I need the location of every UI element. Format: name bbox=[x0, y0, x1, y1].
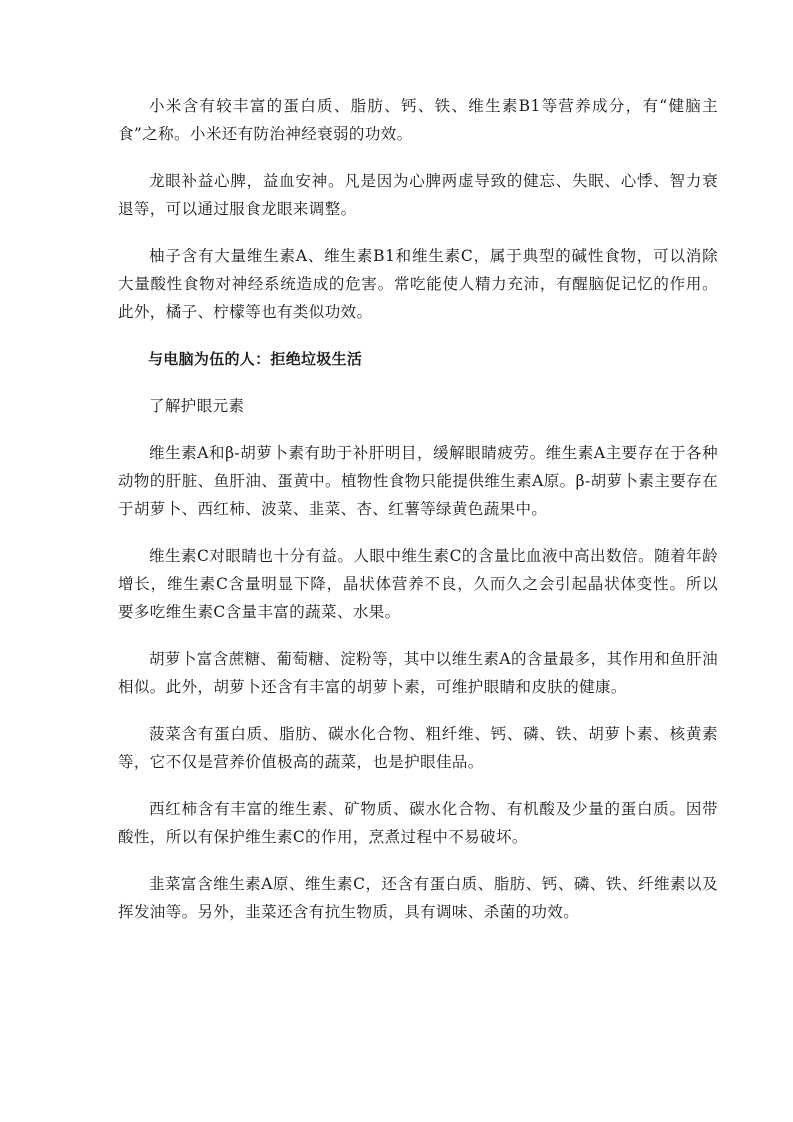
paragraph-vitamin-a: 维生素A和β-胡萝卜素有助于补肝明目，缓解眼睛疲劳。维生素A主要存在于各种动物的肝脏、鱼肝油、蛋黄中。植物性食物只能提供维生素A原。β-胡萝卜素主要存在于胡萝卜、西红柿、波菜、韭菜、杏、红薯等绿黄色蔬果中。 bbox=[118, 444, 718, 518]
document-body bbox=[118, 92, 718, 945]
paragraph-carrot: 胡萝卜富含蔗糖、葡萄糖、淀粉等，其中以维生素A的含量最多，其作用和鱼肝油相似。此外，胡萝卜还含有丰富的胡萝卜素，可维护眼睛和皮肤的健康。 bbox=[118, 650, 718, 696]
paragraph-vitamin-c: 维生素C对眼睛也十分有益。人眼中维生素C的含量比血液中高出数倍。随着年龄增长，维生素C含量明显下降，晶状体营养不良，久而久之会引起晶状体变性。所以要多吃维生素C含量丰富的蔬菜、水果。 bbox=[118, 547, 718, 621]
paragraph-millet: 小米含有较丰富的蛋白质、脂肪、钙、铁、维生素B1等营养成分，有“健脑主食”之称。小米还有防治神经衰弱的功效。 bbox=[118, 97, 718, 143]
section-heading: 与电脑为伍的人：拒绝垃圾生活 bbox=[148, 350, 363, 368]
paragraph-pomelo: 柚子含有大量维生素A、维生素B1和维生素C，属于典型的碱性食物，可以消除大量酸性食物对神经系统造成的危害。常吃能使人精力充沛，有醒脑促记忆的作用。此外，橘子、柠檬等也有类似功效。 bbox=[118, 247, 718, 321]
paragraph-spinach: 菠菜含有蛋白质、脂肪、碳水化合物、粗纤维、钙、磷、铁、胡萝卜素、核黄素等，它不仅是营养价值极高的蔬菜，也是护眼佳品。 bbox=[118, 725, 718, 771]
paragraph-tomato: 西红柿含有丰富的维生素、矿物质、碳水化合物、有机酸及少量的蛋白质。因带酸性，所以有保护维生素C的作用，烹煮过程中不易破坏。 bbox=[118, 800, 718, 846]
paragraph-leek: 韭菜富含维生素A原、维生素C，还含有蛋白质、脂肪、钙、磷、铁、纤维素以及挥发油等。另外，韭菜还含有抗生物质，具有调味、杀菌的功效。 bbox=[118, 875, 718, 921]
subheading: 了解护眼元素 bbox=[149, 397, 245, 415]
paragraph-longan: 龙眼补益心脾，益血安神。凡是因为心脾两虚导致的健忘、失眠、心悸、智力衰退等，可以通过服食龙眼来调整。 bbox=[118, 172, 718, 218]
